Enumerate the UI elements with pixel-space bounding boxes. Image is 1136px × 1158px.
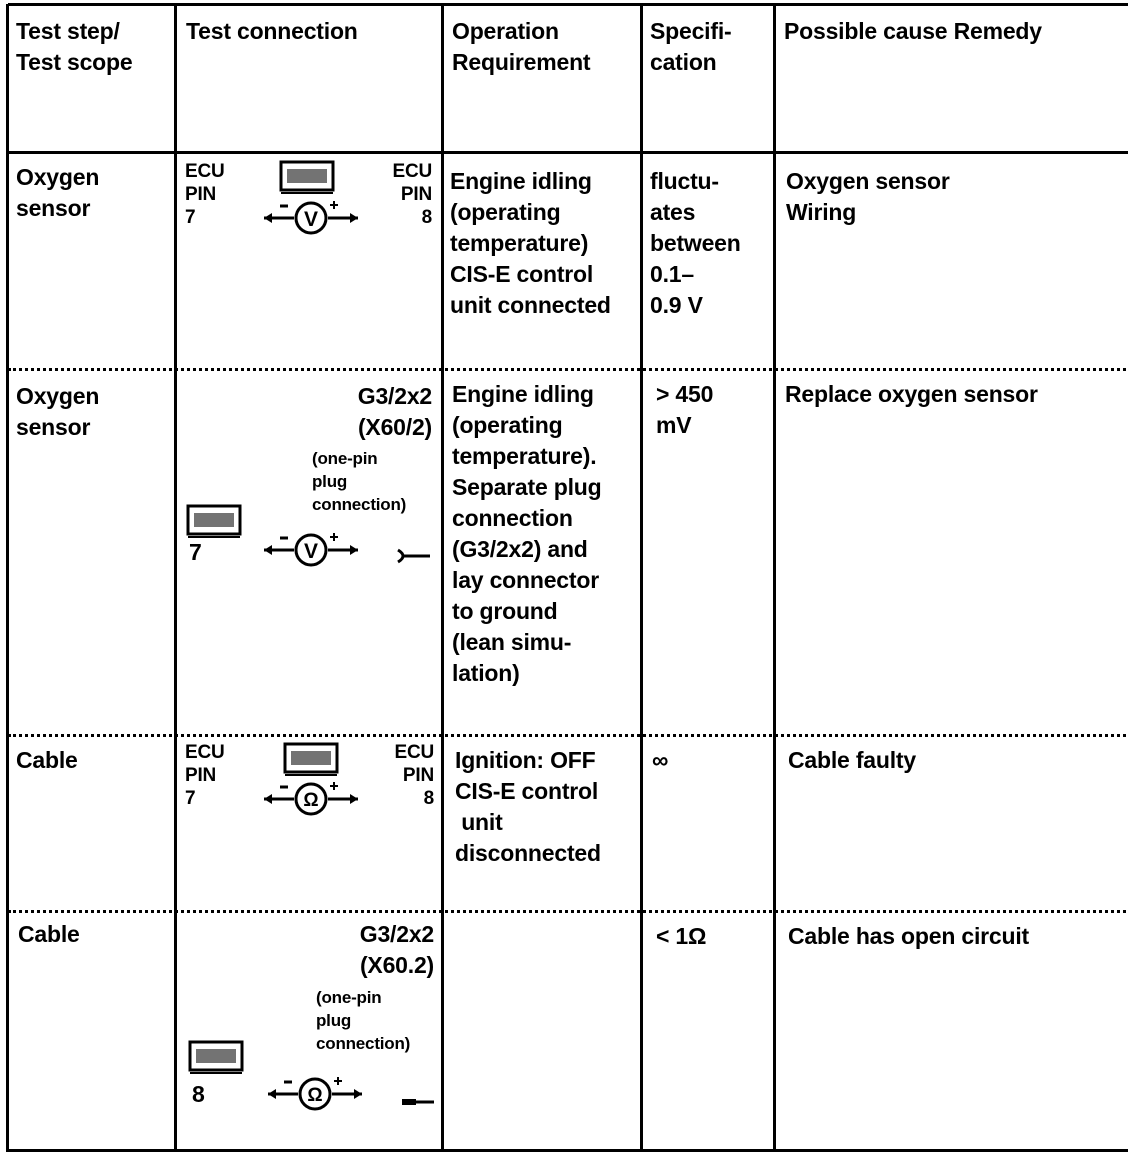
row-scope: Cable bbox=[18, 921, 80, 947]
plug-connector-icon bbox=[394, 546, 434, 566]
ecu-pin-right-label: ECU PIN 8 bbox=[392, 161, 432, 228]
multimeter-icon bbox=[262, 197, 360, 237]
row-remedy: Cable faulty bbox=[788, 747, 916, 773]
meter-symbol: V bbox=[303, 540, 319, 563]
pin-number-label: 8 bbox=[192, 1081, 205, 1107]
row-specification: fluctu- ates between 0.1– 0.9 V bbox=[650, 168, 741, 318]
row-operation: Engine idling (operating temperature) CIS-E control unit connected bbox=[450, 168, 611, 318]
meter-symbol: Ω bbox=[303, 790, 319, 811]
multimeter-icon bbox=[262, 529, 360, 569]
ecu-pin-left-label: ECU PIN 7 bbox=[185, 742, 225, 809]
row-scope: Oxygen sensor bbox=[16, 383, 100, 440]
column-divider-1 bbox=[174, 4, 177, 1152]
control-unit-icon bbox=[283, 742, 341, 778]
header-divider bbox=[8, 151, 1128, 154]
multimeter-icon bbox=[266, 1073, 364, 1113]
table-border-bottom bbox=[8, 1149, 1128, 1152]
plug-connection-label: G3/2x2 (X60/2) bbox=[357, 383, 432, 440]
header-test-connection: Test connection bbox=[186, 18, 358, 44]
ecu-pin-right-label: ECU PIN 8 bbox=[394, 742, 434, 809]
meter-symbol: V bbox=[303, 208, 319, 231]
plug-connection-note: (one-pin plug connection) bbox=[312, 449, 407, 514]
row-operation: Engine idling (operating temperature). Separate plug connection (G3/2x2) and lay connector to ground (lean simu- lation) bbox=[452, 381, 602, 686]
column-divider-4 bbox=[773, 4, 776, 1152]
multimeter-icon bbox=[262, 778, 360, 818]
row-operation: Ignition: OFF CIS-E control unit disconnected bbox=[455, 747, 601, 866]
header-test-step: Test step/ Test scope bbox=[16, 18, 133, 75]
header-operation: Operation Requirement bbox=[452, 18, 591, 75]
row-specification: < 1Ω bbox=[656, 923, 707, 949]
row-remedy: Cable has open circuit bbox=[788, 923, 1029, 949]
ecu-pin-left-label: ECU PIN 7 bbox=[185, 161, 225, 228]
row-divider-2 bbox=[8, 734, 1126, 737]
header-specification: Specifi- cation bbox=[650, 18, 732, 75]
plug-connector-icon bbox=[400, 1094, 436, 1110]
plug-connection-label: G3/2x2 (X60.2) bbox=[359, 921, 434, 978]
table-border-top bbox=[8, 3, 1128, 6]
plug-connection-note: (one-pin plug connection) bbox=[316, 988, 411, 1053]
meter-symbol: Ω bbox=[307, 1085, 323, 1106]
header-remedy: Possible cause Remedy bbox=[784, 18, 1042, 44]
row-scope: Cable bbox=[16, 747, 78, 773]
pin-number-label: 7 bbox=[189, 539, 202, 565]
control-unit-icon bbox=[186, 504, 244, 540]
row-divider-3 bbox=[8, 910, 1126, 913]
row-remedy: Replace oxygen sensor bbox=[785, 381, 1038, 407]
row-specification: > 450 mV bbox=[656, 381, 714, 438]
row-specification: ∞ bbox=[652, 747, 669, 773]
row-divider-1 bbox=[8, 368, 1126, 371]
control-unit-icon bbox=[279, 160, 337, 196]
column-divider-3 bbox=[640, 4, 643, 1152]
row-remedy: Oxygen sensor Wiring bbox=[786, 168, 950, 225]
row-scope: Oxygen sensor bbox=[16, 164, 100, 221]
table-border-left bbox=[6, 4, 9, 1152]
control-unit-icon bbox=[188, 1040, 246, 1076]
column-divider-2 bbox=[441, 4, 444, 1152]
